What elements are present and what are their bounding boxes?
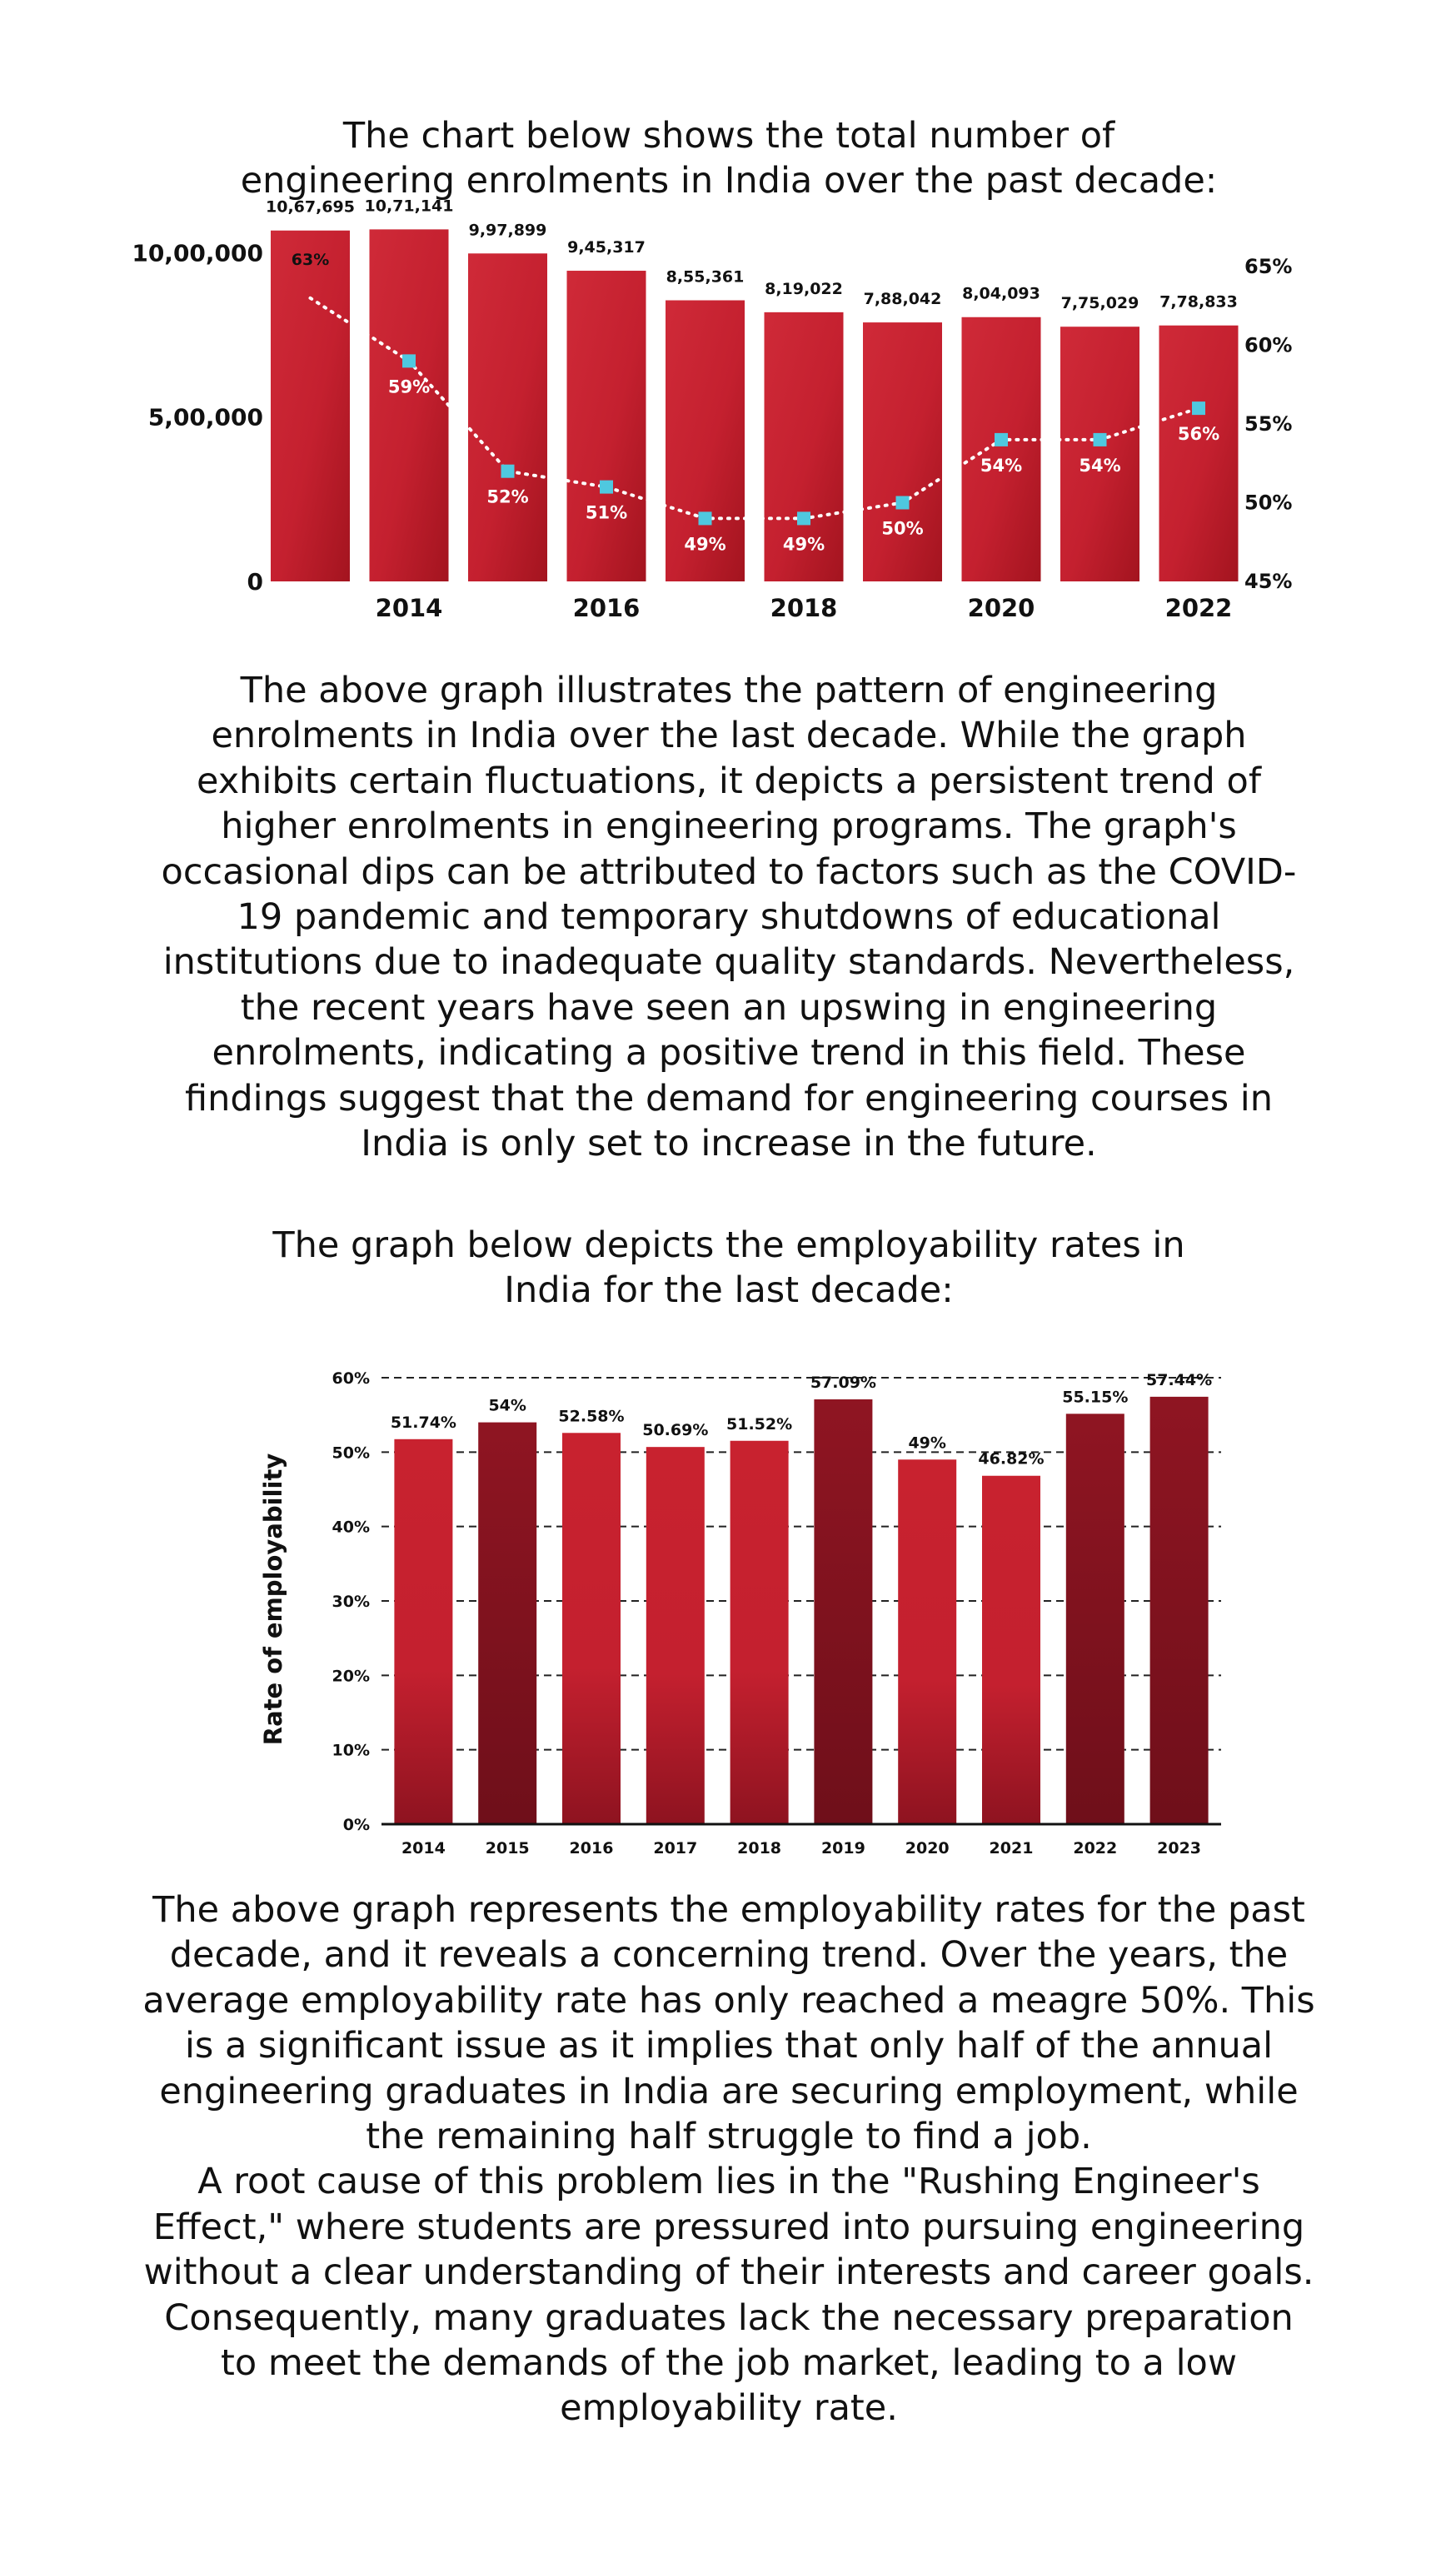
employability-point-label: 49% <box>684 534 726 555</box>
employability-x-tick-label: 2023 <box>1157 1839 1202 1857</box>
enrolment-value-label: 8,19,022 <box>765 279 843 298</box>
employability-y-axis-label: Rate of employability <box>259 1453 287 1746</box>
employability-x-tick-label: 2015 <box>485 1839 530 1857</box>
employability-y-tick-label: 30% <box>332 1593 370 1611</box>
enrolment-x-tick-label: 2022 <box>1164 594 1233 622</box>
enrolment-y2-tick-label: 60% <box>1244 333 1293 357</box>
employability-bar <box>394 1439 452 1824</box>
employability-point-label: 50% <box>881 518 924 539</box>
enrolment-y-tick-label: 10,00,000 <box>132 239 263 267</box>
employability-paragraph-1: The above graph represents the employability rates for the past decade, and it reveals a concerning trend. Over the years, the average employability rate has only reached a meagre 50%. This is a significant issue as it implies that only half of the annual engineering graduates in India are securing employment, while the remaining half struggle to find a job. <box>142 1889 1315 2158</box>
employability-x-tick-label: 2020 <box>905 1839 950 1857</box>
enrolment-y-tick-label: 5,00,000 <box>147 403 263 431</box>
employability-point-label: 59% <box>387 376 431 397</box>
employability-y-tick-label: 20% <box>332 1667 370 1686</box>
employability-bar <box>1066 1414 1124 1824</box>
employability-bar <box>562 1433 621 1824</box>
employability-bar <box>982 1476 1040 1824</box>
enrolment-value-label: 8,04,093 <box>962 284 1040 303</box>
employability-x-tick-label: 2022 <box>1073 1839 1118 1857</box>
enrolment-value-label: 9,45,317 <box>567 238 646 257</box>
employability-x-tick-label: 2017 <box>653 1839 698 1857</box>
employability-value-label: 46.82% <box>978 1449 1045 1468</box>
employability-value-label: 51.74% <box>390 1413 456 1432</box>
employability-bar <box>646 1447 705 1824</box>
enrolment-value-label: 7,88,042 <box>863 290 942 309</box>
enrolment-x-tick-label: 2020 <box>967 594 1035 622</box>
employability-y-tick-label: 40% <box>332 1518 370 1537</box>
employability-y-tick-label: 10% <box>332 1741 370 1760</box>
employability-x-tick-label: 2018 <box>737 1839 782 1857</box>
employability-point-label: 49% <box>782 534 825 555</box>
employability-bar <box>814 1399 872 1824</box>
employability-chart-intro: The graph below depicts the employability rates in India for the last decade: <box>272 1224 1185 1311</box>
employability-x-tick-label: 2019 <box>820 1839 865 1857</box>
enrolment-value-label: 9,97,899 <box>468 221 547 240</box>
enrolment-x-tick-label: 2014 <box>375 594 443 622</box>
employability-value-label: 49% <box>908 1434 946 1453</box>
enrolment-value-label: 7,75,029 <box>1060 294 1139 313</box>
enrolment-y-tick-label: 0 <box>247 568 263 596</box>
enrolment-x-tick-label: 2016 <box>572 594 641 622</box>
employability-y-tick-label: 60% <box>332 1369 370 1388</box>
enrolment-chart-description: The above graph illustrates the pattern of engineering enrolments in India over the last decade. While the graph exhibits certain fluctuations, it depicts a persistent trend of higher enrolments in engineering programs. The graph's occasional dips can be attributed to factors such as the COVID-19 pandemic and temporary shutdowns of educational institutions due to inadequate quality standards. Nevertheless, the recent years have seen an upswing in engineering enrolments, indicating a positive trend in this field. These findings suggest that the demand for engineering courses in India is only set to increase in the future. <box>161 670 1297 1165</box>
enrolment-chart-intro: The chart below shows the total number of engineering enrolments in India over the past decade: <box>240 115 1218 202</box>
enrolment-value-label: 7,78,833 <box>1159 292 1238 312</box>
employability-value-label: 55.15% <box>1062 1388 1129 1407</box>
employability-bar <box>898 1459 956 1824</box>
employability-point-label: 52% <box>486 486 529 507</box>
enrolment-value-label: 10,67,695 <box>266 197 355 217</box>
employability-x-tick-label: 2014 <box>401 1839 446 1857</box>
employability-value-label: 54% <box>488 1396 526 1415</box>
employability-y-tick-label: 50% <box>332 1444 370 1463</box>
employability-point-label: 51% <box>585 502 628 523</box>
employability-point-label: 63% <box>291 251 330 269</box>
employability-point-label: 54% <box>980 455 1023 476</box>
employability-x-tick-label: 2021 <box>989 1839 1034 1857</box>
enrolment-value-label: 10,71,141 <box>364 197 454 216</box>
employability-value-label: 52.58% <box>558 1407 625 1426</box>
employability-point-label: 56% <box>1177 424 1220 445</box>
employability-bar <box>478 1423 536 1824</box>
employability-chart-description <box>142 1887 1316 2431</box>
enrolment-x-tick-label: 2018 <box>770 594 838 622</box>
employability-bar <box>730 1441 789 1824</box>
enrolment-value-label: 8,55,361 <box>666 267 745 287</box>
enrolment-y2-tick-label: 65% <box>1244 255 1293 278</box>
employability-value-label: 57.44% <box>1146 1370 1213 1389</box>
enrolment-y2-tick-label: 50% <box>1244 491 1293 515</box>
employability-paragraph-2: A root cause of this problem lies in the "Rushing Engineer's Effect," where students are pressured into pursuing engineering without a clear understanding of their interests and career goals. Consequently, many graduates lack the necessary preparation to meet the demands of the job market, leading to a low employability rate. <box>143 2161 1314 2430</box>
employability-value-label: 51.52% <box>726 1414 793 1434</box>
employability-point-label: 54% <box>1079 455 1121 476</box>
employability-value-label: 57.09% <box>810 1373 876 1392</box>
employability-y-tick-label: 0% <box>342 1816 370 1834</box>
employability-bar <box>1150 1397 1209 1824</box>
employability-value-label: 50.69% <box>642 1421 709 1440</box>
employability-x-tick-label: 2016 <box>569 1839 614 1857</box>
enrolment-y2-tick-label: 55% <box>1244 412 1293 436</box>
enrolment-y2-tick-label: 45% <box>1244 570 1293 593</box>
